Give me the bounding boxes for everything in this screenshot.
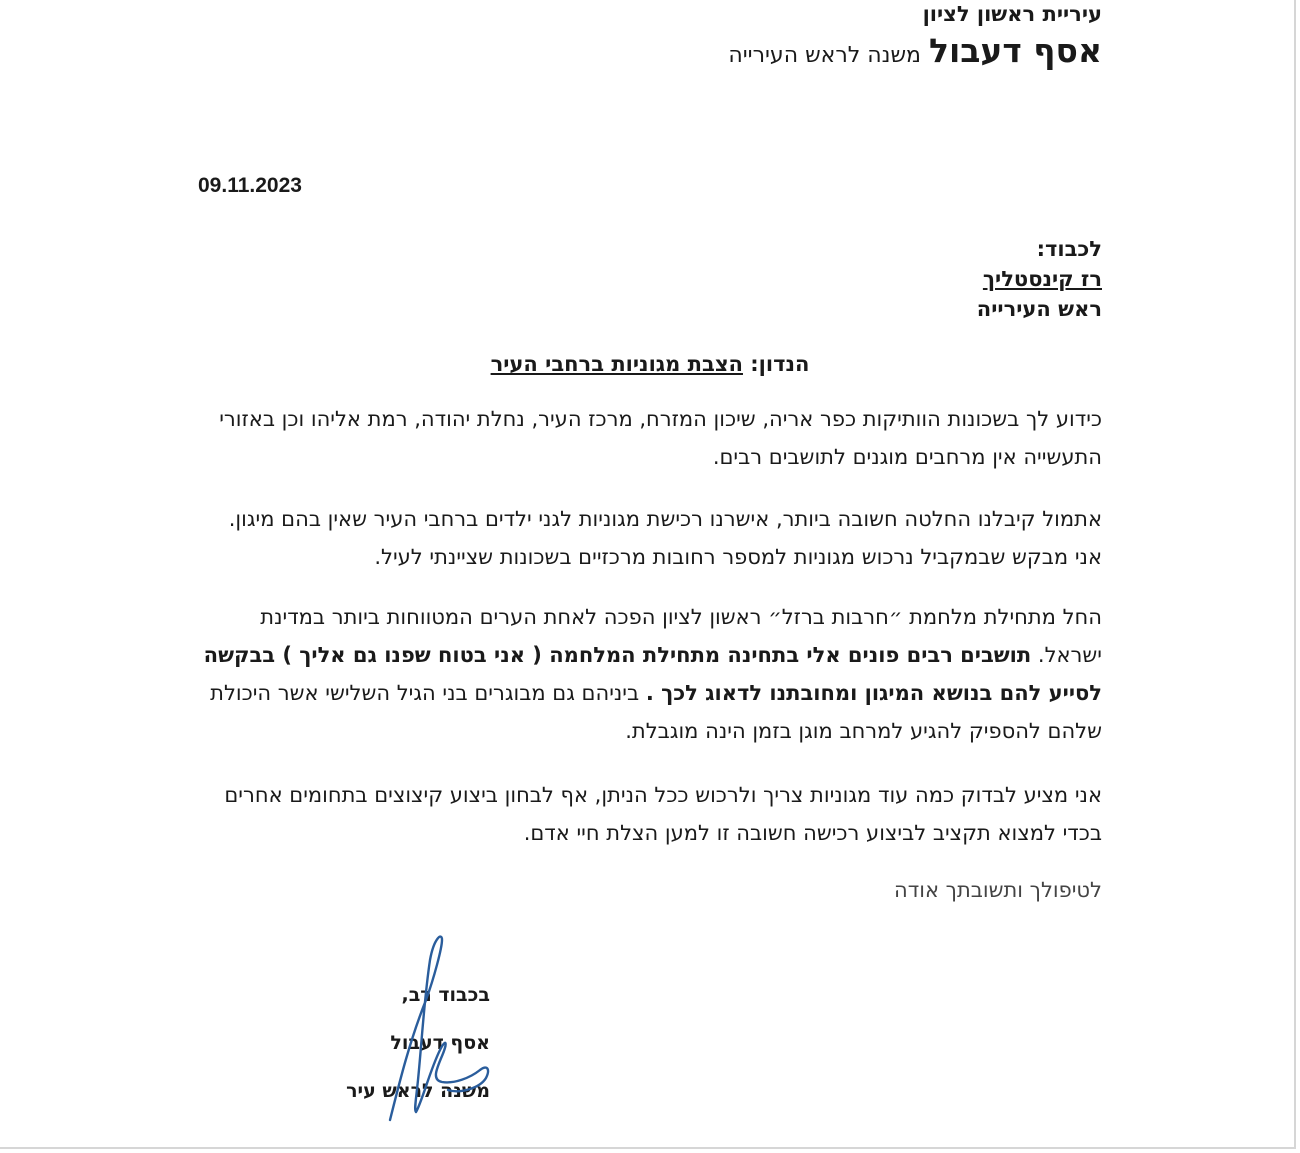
letterhead-name-line <box>728 31 1102 70</box>
recipient-title: ראש העירייה <box>976 297 1102 321</box>
letterhead-city: עיריית ראשון לציון <box>922 2 1102 26</box>
subject-text: הצבת מגוניות ברחבי העיר <box>490 352 743 376</box>
paragraph-3 <box>202 598 1102 750</box>
letter-date: 09.11.2023 <box>198 174 302 197</box>
subject-line <box>200 352 1100 376</box>
letterhead-role: משנה לראש העירייה <box>728 43 921 68</box>
paragraph-4: אני מציע לבדוק כמה עוד מגוניות צריך ולרכוש ככל הניתן, אף לבחון ביצוע קיצוצים בתחומים אחרים בכדי למצוא תקציב לביצוע רכישה חשובה זו למען הצלת חיי אדם. <box>224 783 1102 845</box>
subject-label: הנדון: <box>750 352 810 376</box>
paragraph-1: כידוע לך בשכונות הוותיקות כפר אריה, שיכון המזרח, מרכז העיר, נחלת יהודה, רמת אליהו וכן באזורי התעשייה אין מרחבים מוגנים לתושבים רבים. <box>219 407 1102 469</box>
paragraph-3-bold: תושבים רבים פונים אלי בתחינה מתחילת המלחמה ( אני בטוח שפנו גם אליך ) בבקשה לסייע להם בנושא המיגון ומחובתנו לדאוג לכך . <box>203 643 1102 705</box>
closing-regards: בכבוד רב, <box>401 984 490 1006</box>
recipient-block <box>977 234 1102 324</box>
paragraph-2: אתמול קיבלנו החלטה חשובה ביותר, אישרנו רכישת מגוניות לגני ילדים ברחבי העיר שאין בהם מיגון. אני מבקש שבמקביל נרכוש מגוניות למספר רחובות מרכזיים בשכונות שציינתי לעיל. <box>228 507 1102 569</box>
paragraph-3-start: החל מתחילת מלחמת ״חרבות ברזל״ ראשון לציון הפכה לאחת הערים המטווחות ביותר במדינת ישראל. <box>260 605 1102 667</box>
recipient-name: רז קינסטליך <box>982 267 1102 291</box>
signer-name: אסף דעבול <box>390 1032 490 1054</box>
closing-thanks: לטיפולך ותשובתך אודה <box>894 878 1102 902</box>
signer-title: משנה לראש עיר <box>346 1080 490 1102</box>
letterhead-name: אסף דעבול <box>928 31 1102 70</box>
paragraph-3-end: ביניהם גם מבוגרים בני הגיל השלישי אשר היכולת שלהם להספיק להגיע למרחב מוגן בזמן הינה מוגבלת. <box>210 681 1102 743</box>
recipient-honorific: לכבוד: <box>1036 237 1102 261</box>
handwritten-signature <box>330 930 530 1130</box>
